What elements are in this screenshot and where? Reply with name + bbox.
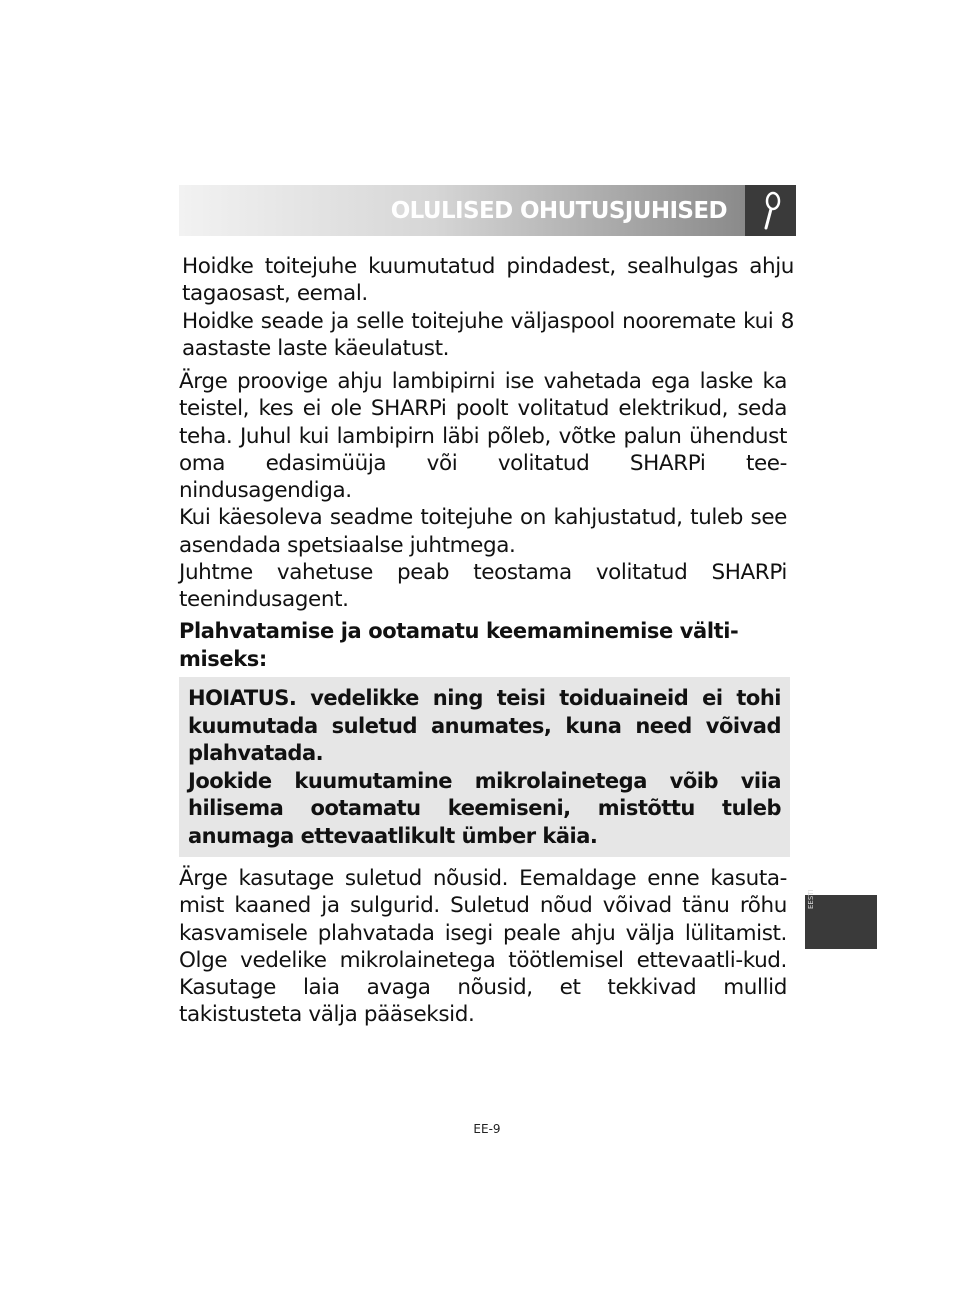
cord-damage-text: Kui käesoleva seadme toitejuhe on kahjustatud, tuleb see asendada spetsiaalse juhtmega. xyxy=(179,505,787,558)
explosion-prevention-heading: Plahvatamise ja ootamatu keemaminemise välti-miseks: xyxy=(179,619,739,671)
warning-sealed-containers: HOIATUS. vedelikke ning teisi toiduaineid ei tohi kuumutada suletud anumates, kuna need võivad plahvatada. xyxy=(188,686,781,766)
page-number: EE-9 xyxy=(473,1122,501,1136)
language-tab xyxy=(805,889,877,949)
language-tab-label: EESTI xyxy=(807,889,815,909)
cord-service-text: Juhtme vahetuse peab teostama volitatud SHARPi teenindusagent. xyxy=(179,560,787,613)
warning-box xyxy=(179,677,790,857)
lamp-and-cord-paragraph xyxy=(179,368,787,614)
section-title: OLULISED OHUTUSJUHISED xyxy=(390,197,727,224)
lamp-text: Ärge proovige ahju lambipirni ise vahetada ega laske ka teistel, kes ei ole SHARPi poolt volitatud elektrikud, seda teha. Juhul kui lambipirn läbi põleb, võtke palun ühendust oma edasimüüja või volitatud SHARPi tee-nindusagendiga. xyxy=(179,369,787,504)
cord-heat-paragraph: Hoidke toitejuhe kuumutatud pindadest, sealhulgas ahju tagaosast, eemal. Hoidke seade ja selle toitejuhe väljaspool nooremate kui 8 aastaste laste käeulatust. xyxy=(182,254,794,361)
exclamation-icon xyxy=(745,185,796,236)
sealed-containers-paragraph: Ärge kasutage suletud nõusid. Eemaldage enne kasuta-mist kaaned ja sulgurid. Suletud nõud võivad tänu rõhu kasvamisele plahvatada isegi peale ahju välja lülitamist. Olge vedelike mikrolainetega töötlemisel ettevaatli-kud. Kasutage laia avaga nõusid, et tekkivad mullid takistusteta välja pääseksid. xyxy=(179,866,787,1028)
section-header xyxy=(179,185,745,236)
warning-delayed-boiling: Jookide kuumutamine mikrolainetega võib viia hilisema ootamatu keemiseni, mistõttu tuleb anumaga ettevaatlikult ümber käia. xyxy=(188,768,781,848)
